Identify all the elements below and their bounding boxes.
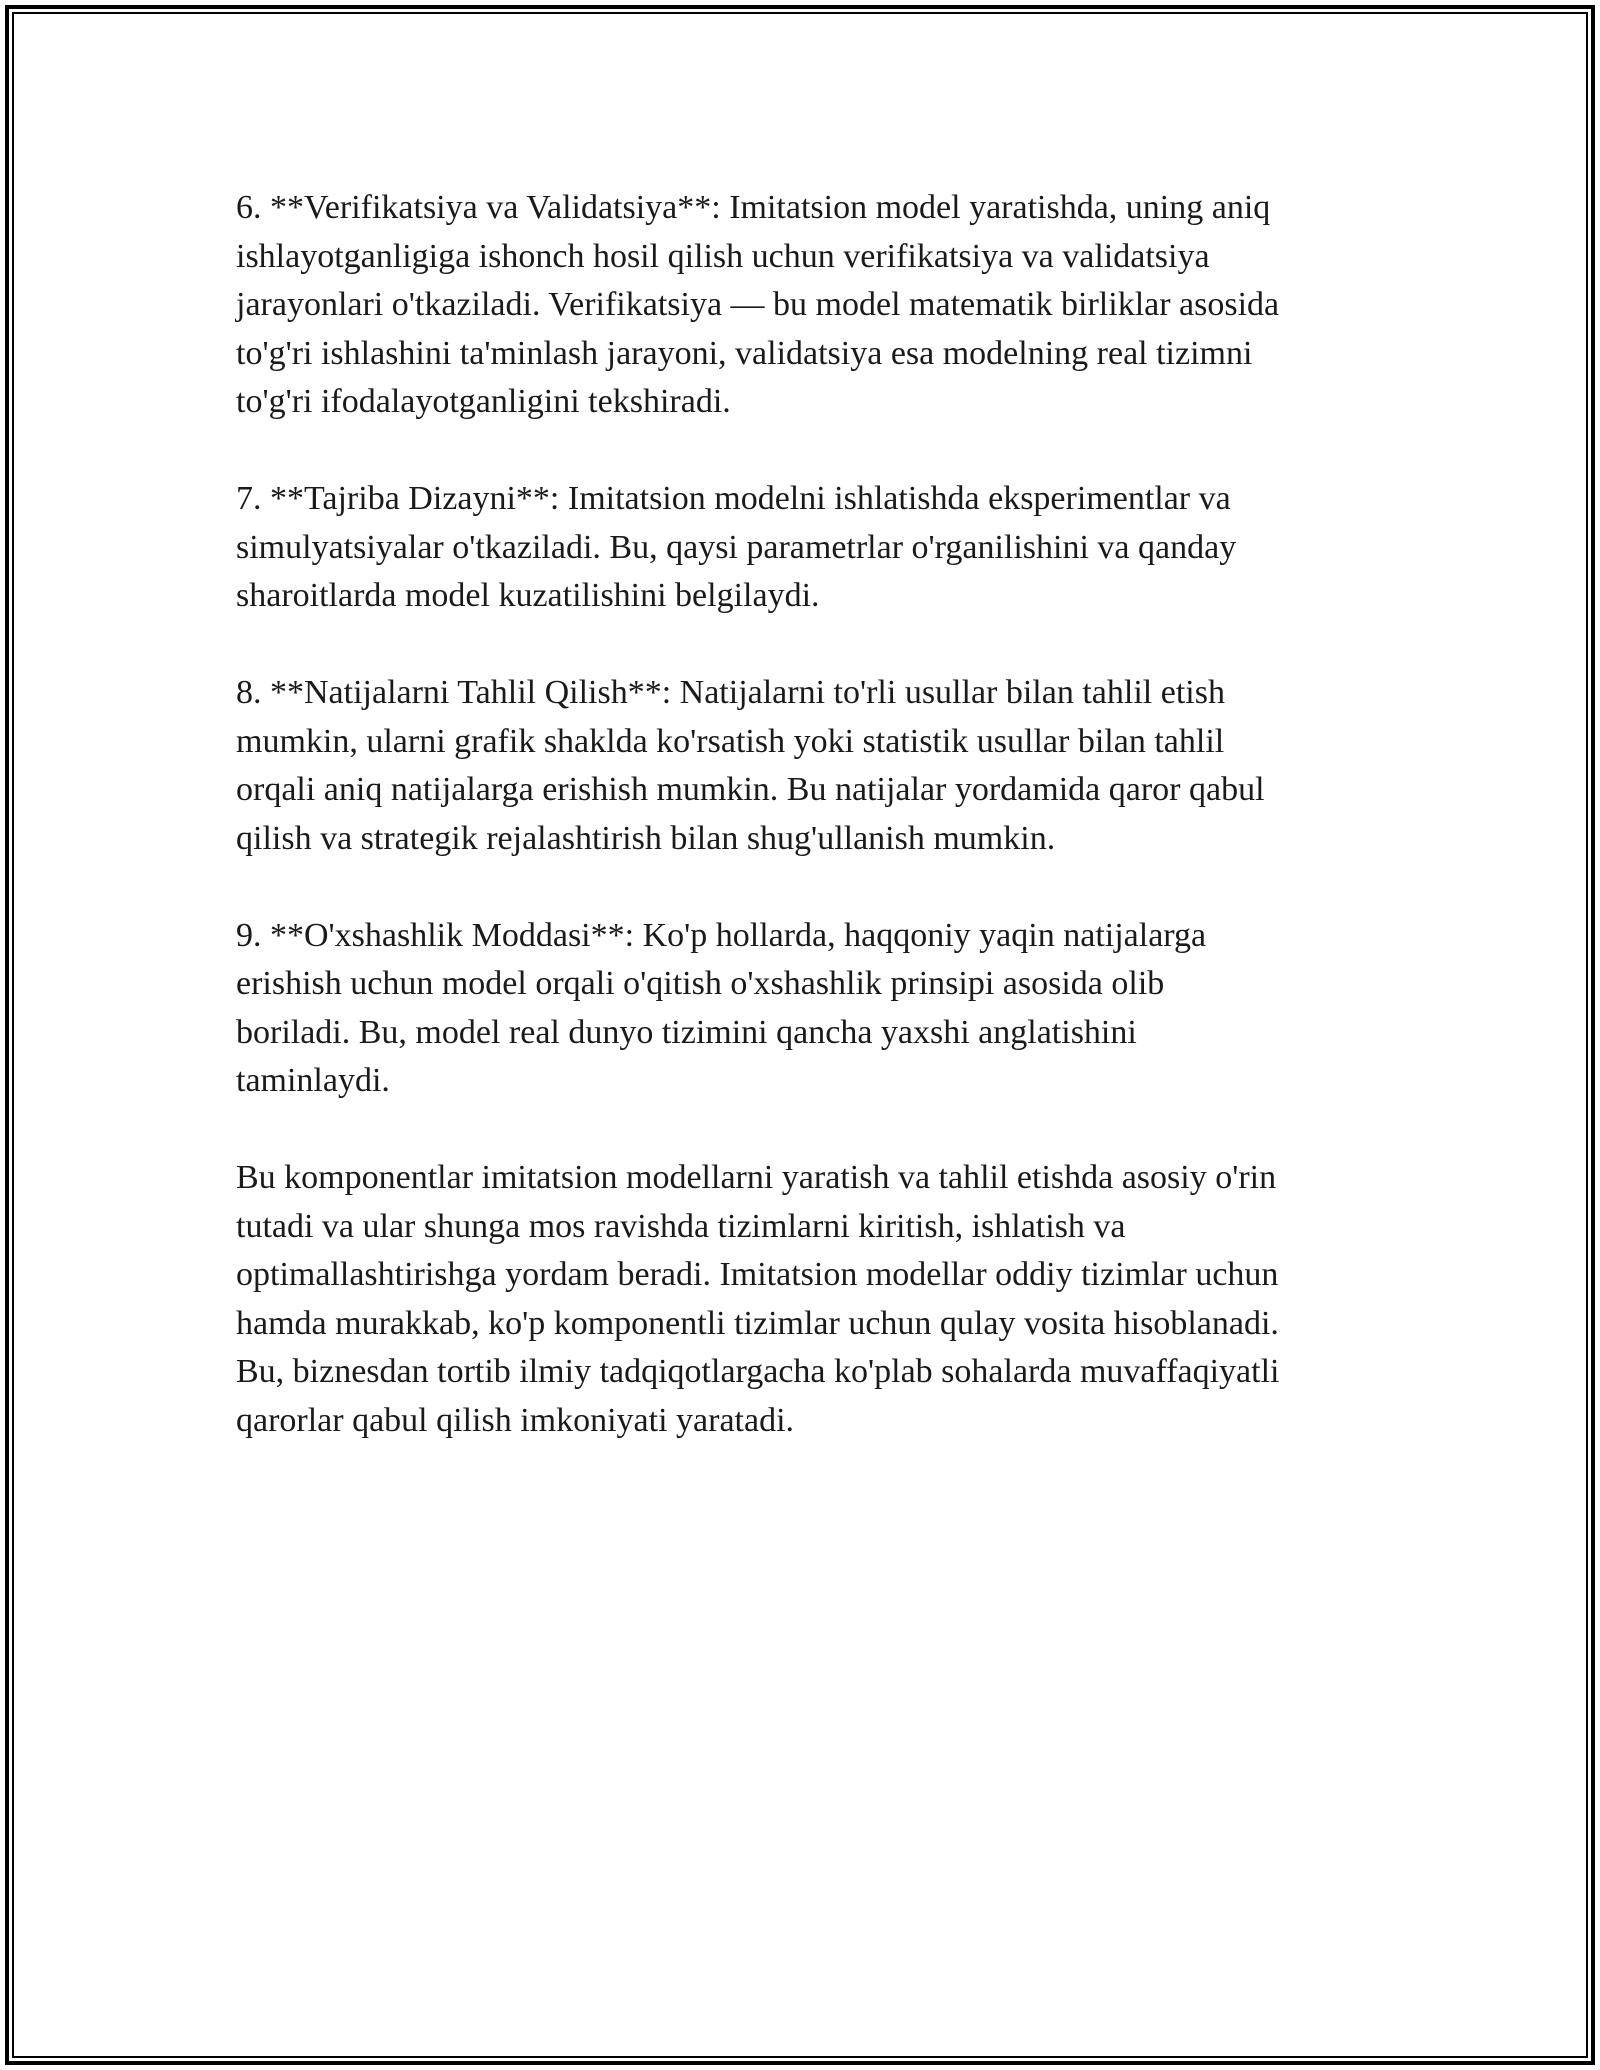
document-body [236,184,1376,1494]
paragraph-verifikatsiya: 6. **Verifikatsiya va Validatsiya**: Imitatsion model yaratishda, uning aniq ishlayotganligiga ishonch hosil qilish uchun verifikatsiya va validatsiya jarayonlari o'tkaziladi. Verifikatsiya — bu model matematik birliklar asosida to'g'ri ishlashini ta'minlash jarayoni, validatsiya esa modelning real tizimni to'g'ri ifodalayotganligini tekshiradi. [236,189,1280,420]
paragraph-natijalarni-tahlil: 8. **Natijalarni Tahlil Qilish**: Natijalarni to'rli usullar bilan tahlil etish mumkin, ularni grafik shaklda ko'rsatish yoki statistik usullar bilan tahlil orqali aniq natijalarga erishish mumkin. Bu natijalar yordamida qaror qabul qilish va strategik rejalashtirish bilan shug'ullanish mumkin. [236,674,1265,857]
paragraph-conclusion: Bu komponentlar imitatsion modellarni yaratish va tahlil etishda asosiy o'rin tutadi va ular shunga mos ravishda tizimlarni kiritish, ishlatish va optimallashtirishga yordam beradi. Imitatsion modellar oddiy tizimlar uchun hamda murakkab, ko'p komponentli tizimlar uchun qulay vosita hisoblanadi. Bu, biznesdan tortib ilmiy tadqiqotlargacha ko'plab sohalarda muvaffaqiyatli qarorlar qabul qilish imkoniyati yaratadi. [236,1159,1280,1439]
paragraph-oxshashlik: 9. **O'xshashlik Moddasi**: Ko'p hollarda, haqqoniy yaqin natijalarga erishish uchun model orqali o'qitish o'xshashlik prinsipi asosida olib boriladi. Bu, model real dunyo tizimini qancha yaxshi anglatishini taminlaydi. [236,916,1207,1099]
paragraph-tajriba-dizayni: 7. **Tajriba Dizayni**: Imitatsion modelni ishlatishda eksperimentlar va simulyatsiyalar o'tkaziladi. Bu, qaysi parametrlar o'rganilishini va qanday sharoitlarda model kuzatilishini belgilaydi. [236,480,1237,614]
